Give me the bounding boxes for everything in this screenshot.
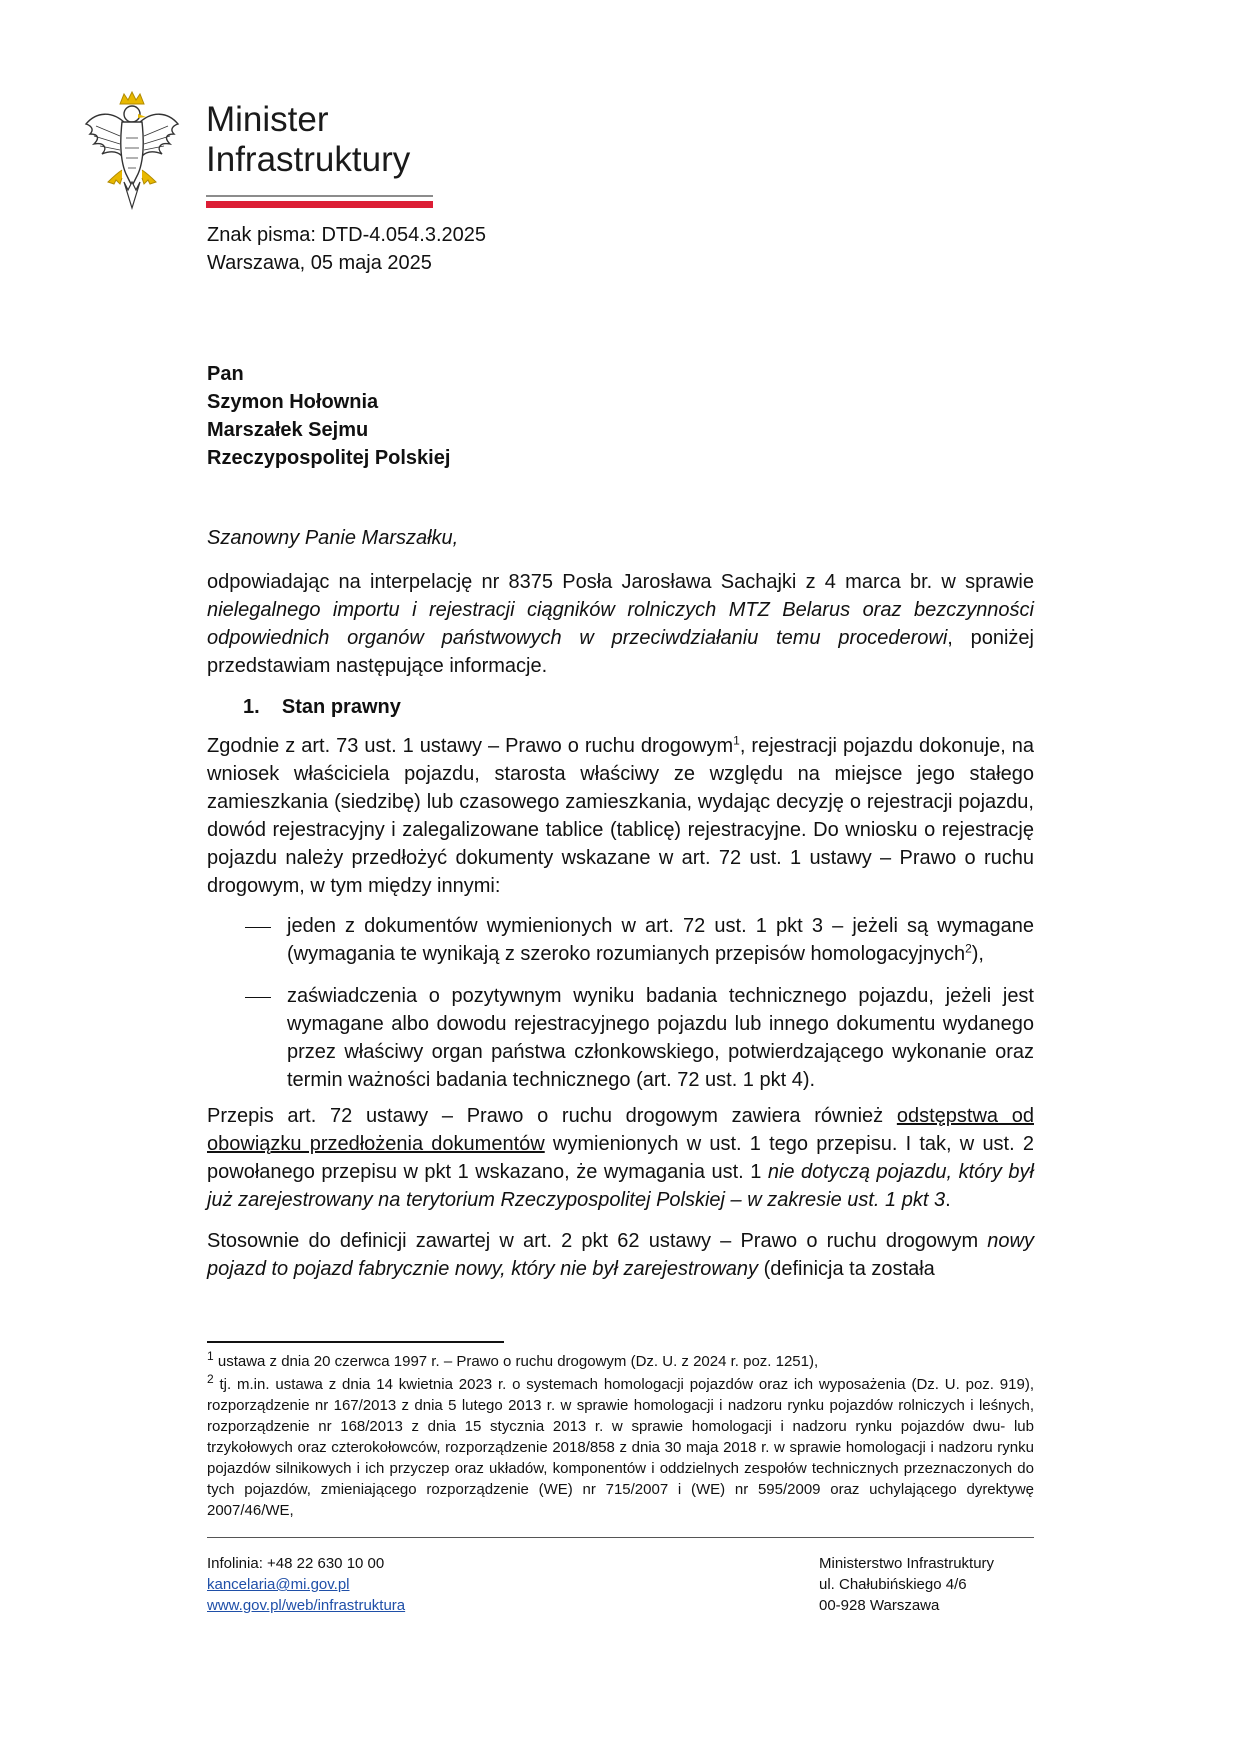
- paragraph-intro: [207, 568, 1034, 680]
- footer-city: 00-928 Warszawa: [819, 1597, 940, 1614]
- logo-line-1: Minister: [206, 100, 329, 139]
- text-run: jeden z dokumentów wymienionych w art. 72 ust. 1 pkt 3 – jeżeli są wymagane (wymagania te wynikają z szeroko rozumianych przepisów homologacyjnych: [287, 915, 1034, 965]
- letter-meta: [207, 221, 486, 277]
- footnote-ref: 2: [965, 941, 972, 956]
- footer-website-link[interactable]: www.gov.pl/web/infrastruktura: [207, 1597, 406, 1614]
- section-number: 1.: [243, 696, 260, 718]
- addressee-block: [207, 360, 450, 472]
- section-title: Stan prawny: [281, 696, 401, 718]
- footer-separator: [207, 1537, 1034, 1538]
- addressee-line: Marszałek Sejmu: [207, 419, 369, 441]
- logo-bar-white-stripe: [206, 195, 433, 197]
- footnote: [207, 1351, 1034, 1372]
- logo-line-2: Infrastruktury: [206, 140, 411, 179]
- logo-bar-red-stripe: [206, 201, 433, 208]
- text-run: (definicja ta została: [758, 1258, 935, 1280]
- text-run: zaświadczenia o pozytywnym wyniku badania technicznego pojazdu, jeżeli jest wymagane albo dowodu rejestracyjnego pojazdu lub innego dokumentu wydanego przez właściwy organ państwa członkowskiego, potwierdzającego wykonanie oraz termin ważności badania technicznego (art. 72 ust. 1 pkt 4).: [287, 985, 1034, 1091]
- paragraph-legal-state: [207, 732, 1034, 900]
- footnote-text: tj. m.in. ustawa z dnia 14 kwietnia 2023 r. o systemach homologacji pojazdów oraz ich wyposażenia (Dz. U. poz. 919), rozporządzenie nr 167/2013 z dnia 5 lutego 2013 r. w sprawie homologacji i nadzoru rynku pojazdów rolniczych i leśnych, rozporządzenie nr 168/2013 z dnia 15 stycznia 2013 r. w sprawie homologacji i nadzoru rynku pojazdów dwu- lub trzykołowych oraz czterokołowców, rozporządzenie 2018/858 z dnia 30 maja 2018 r. w sprawie homologacji i nadzoru rynku pojazdów silnikowych i ich przyczep oraz układów, komponentów i oddzielnych zespołów technicznych przeznaczonych do tych pojazdów, zmieniającego rozporządzenie (WE) nr 715/2007 i (WE) nr 595/2009 oraz uchylającego dyrektywę 2007/46/WE,: [207, 1376, 1034, 1519]
- footnote-number: 2: [207, 1372, 214, 1386]
- salutation: Szanowny Panie Marszałku,: [207, 527, 459, 549]
- text-run: Przepis art. 72 ustawy – Prawo o ruchu drogowym zawiera również: [207, 1105, 897, 1127]
- addressee-line: Rzeczypospolitej Polskiej: [207, 447, 451, 469]
- addressee-line: Pan: [207, 363, 244, 385]
- footer-contact: [207, 1553, 405, 1616]
- em-dash-bullet-icon: [245, 997, 271, 998]
- paragraph-definition: [207, 1227, 1034, 1283]
- reference-number: Znak pisma: DTD-4.054.3.2025: [207, 224, 487, 246]
- list-item: [287, 912, 1034, 968]
- text-run: wymienionych w ust. 1 tego przepisu. I tak, w ust. 2 powołanego przepisu w pkt 1 wskazano, że wymagania ust. 1: [207, 1133, 1034, 1183]
- text-run: odpowiadając na interpelację nr 8375 Posła Jarosława Sachajki z 4 marca br. w sprawie: [207, 571, 1034, 593]
- footer-address: [819, 1553, 994, 1616]
- addressee-line: Szymon Hołownia: [207, 391, 379, 413]
- text-run: Zgodnie z art. 73 ust. 1 ustawy – Prawo o ruchu drogowym: [207, 735, 734, 757]
- polish-eagle-emblem-icon: [82, 90, 182, 210]
- letter-date: Warszawa, 05 maja 2025: [207, 252, 432, 274]
- paragraph-exemptions: [207, 1102, 1034, 1214]
- text-run-underline: odstępstwa od obowiązku przedłożenia dokumentów: [207, 1105, 1034, 1155]
- text-run: Stosownie do definicji zawartej w art. 2 pkt 62 ustawy – Prawo o ruchu drogowym: [207, 1230, 988, 1252]
- footnote: [207, 1374, 1034, 1521]
- text-run-italic: nie dotyczą pojazdu, który był już zarejestrowany na terytorium Rzeczypospolitej Polskiej – w zakresie ust. 1 pkt 3: [207, 1161, 1034, 1211]
- text-run-italic: nowy pojazd to pojazd fabrycznie nowy, który nie był zarejestrowany: [207, 1230, 1034, 1280]
- footer-street: ul. Chałubińskiego 4/6: [819, 1576, 967, 1593]
- footnote-ref: 1: [733, 733, 740, 748]
- footer-email-link[interactable]: kancelaria@mi.gov.pl: [207, 1576, 350, 1593]
- list-item: [287, 982, 1034, 1094]
- footnote-text: ustawa z dnia 20 czerwca 1997 r. – Prawo o ruchu drogowym (Dz. U. z 2024 r. poz. 1251),: [213, 1353, 819, 1370]
- text-run: .: [945, 1189, 951, 1211]
- footer-phone: Infolinia: +48 22 630 10 00: [207, 1555, 385, 1572]
- section-heading: [243, 696, 401, 719]
- text-run: , poniżej przedstawiam następujące informacje.: [207, 627, 1034, 677]
- em-dash-bullet-icon: [245, 927, 271, 928]
- footnote-separator: [207, 1341, 504, 1343]
- text-run: ),: [971, 943, 984, 965]
- text-run: , rejestracji pojazdu dokonuje, na wniosek właściciela pojazdu, starosta właściwy ze względu na miejsce jego stałego zamieszkania (siedzibę) lub czasowego zamieszkania, wydając decyzję o rejestracji pojazdu, dowód rejestracyjny i zalegalizowane tablice (tablicę) rejestracyjne. Do wniosku o rejestrację pojazdu należy przedłożyć dokumenty wskazane w art. 72 ust. 1 ustawy – Prawo o ruchu drogowym, w tym między innymi:: [207, 735, 1035, 897]
- text-run-italic: nielegalnego importu i rejestracji ciągników rolniczych MTZ Belarus oraz bezczynności odpowiednich organów państwowych w przeciwdziałaniu temu procederowi: [207, 599, 1034, 649]
- footer-org: Ministerstwo Infrastruktury: [819, 1555, 995, 1572]
- logo-text: [206, 100, 410, 180]
- footnote-number: 1: [207, 1349, 214, 1363]
